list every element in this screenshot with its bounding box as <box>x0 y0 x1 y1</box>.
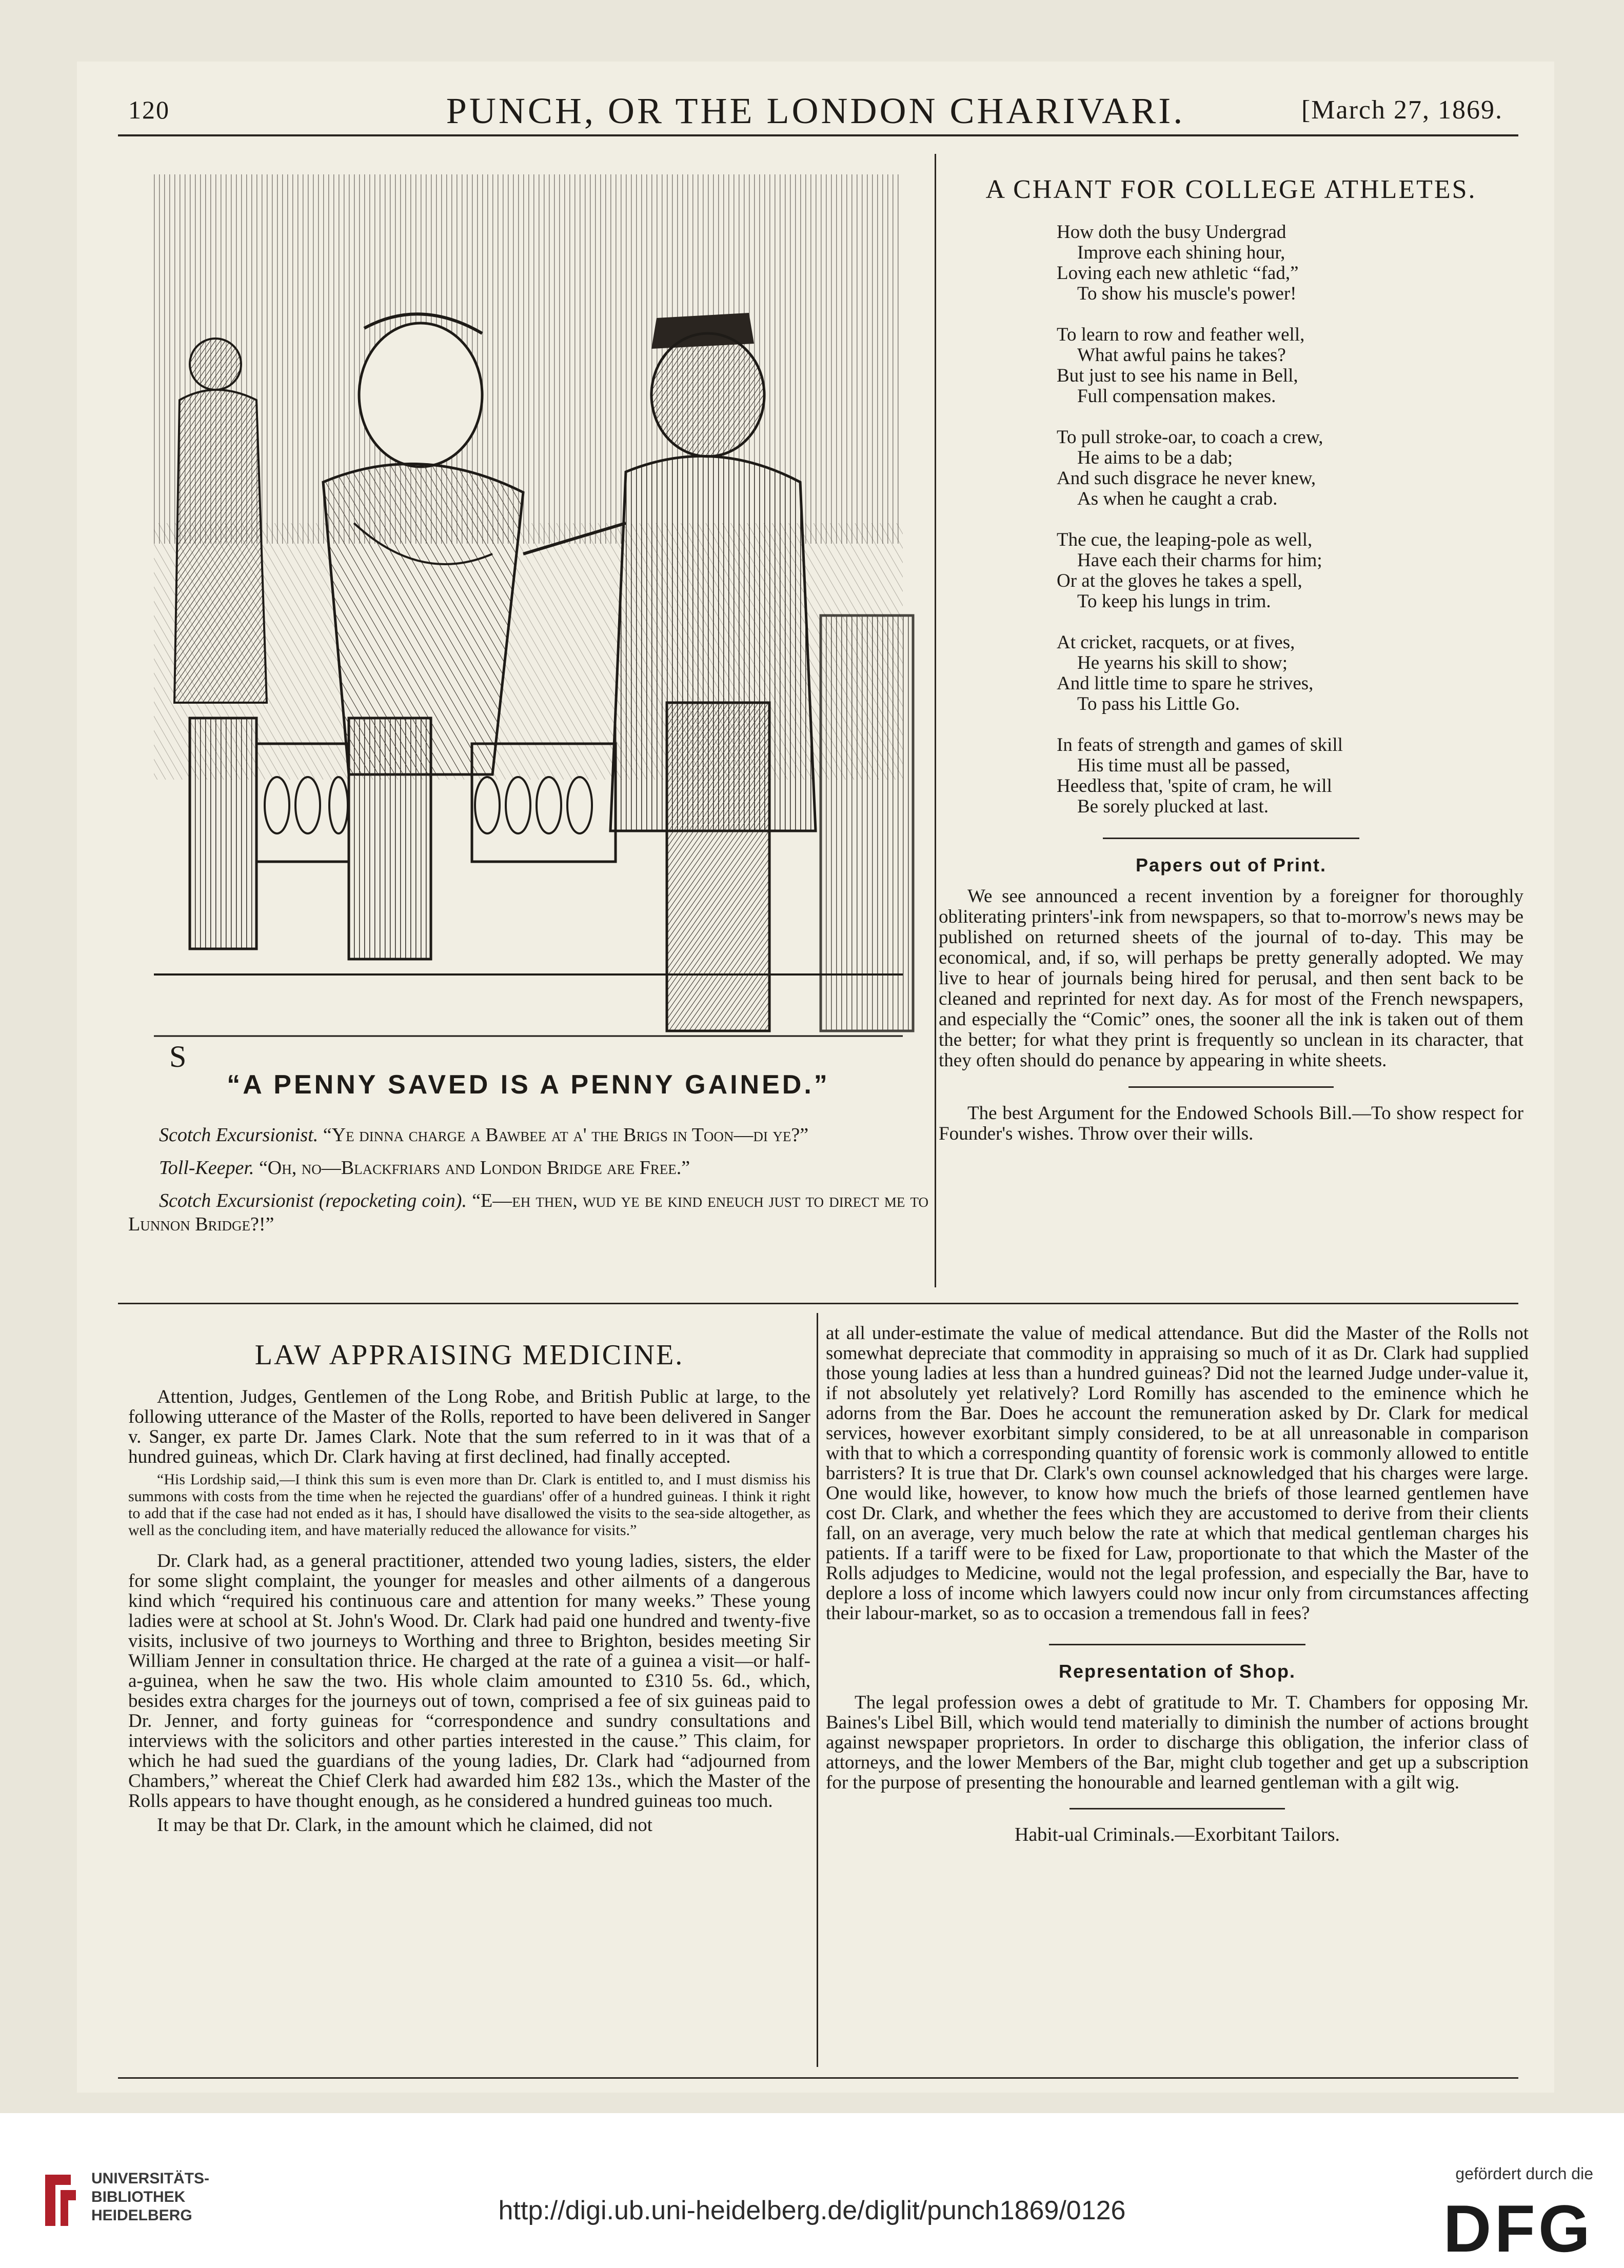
chant-stanza-4: The cue, the leaping-pole as well, Have each their charms for him; Or at the gloves he takes a spell, To keep his lungs in trim. <box>1057 529 1322 612</box>
law-quote: “His Lordship said,—I think this sum is even more than Dr. Clark is entitled to, and I must dismiss his summons with costs from the time when he rejected the guardians' offer of a hundred guineas. I think it right to add that if the case had not ended as it has, I should have disallowed the visits to the sea-side altogether, as well as the concluding item, and have materially reduced the allowance for visits.” <box>128 1471 810 1539</box>
digitization-footer <box>0 2113 1624 2268</box>
divider <box>1049 1644 1305 1645</box>
shop-text: The legal profession owes a debt of gratitude to Mr. T. Chambers for opposing Mr. Baines's Libel Bill, which would tend materially to diminish the number of actions brought against newspaper proprietors. In order to discharge this obligation, the inferior class of attorneys, and the lower Members of the Bar, might club together and get up a subscription for the purpose of presenting the honourable and learned gentleman with a gilt wig. <box>826 1692 1529 1793</box>
divider <box>1103 838 1359 839</box>
chant-stanza-2: To learn to row and feather well, What awful pains he takes? But just to see his name in Bell, Full compensation makes. <box>1057 324 1305 407</box>
dfg-logo: DFG <box>1443 2191 1593 2266</box>
divider <box>1070 1808 1285 1809</box>
issue-date: [March 27, 1869. <box>1301 95 1503 125</box>
chant-stanza-3: To pull stroke-oar, to coach a crew, He aims to be a dab; And such disgrace he never knew, As when he caught a crab. <box>1057 427 1323 509</box>
habit-text: Habit-ual Criminals.—Exorbitant Tailors. <box>1014 1824 1340 1845</box>
page-number: 120 <box>128 95 170 124</box>
law-paragraph-3: It may be that Dr. Clark, in the amount which he claimed, did not <box>157 1815 652 1836</box>
cartoon-title: “A PENNY SAVED IS A PENNY GAINED.” <box>227 1070 830 1100</box>
library-name: UNIVERSITÄTS- BIBLIOTHEK HEIDELBERG <box>91 2170 210 2224</box>
chant-stanza-6: In feats of strength and games of skill His time must all be passed, Heedless that, 'spite of cram, he will Be sorely plucked at last. <box>1057 734 1343 817</box>
law-paragraph-1: Attention, Judges, Gentlemen of the Long Robe, and British Public at large, to the following utterance of the Master of the Rolls, reported to have been delivered in Sanger v. Sanger, ex parte Dr. James Clark. Note that the sum referred to in it was that of a hundred guineas, which Dr. Clark having at first declined, had finally accepted. <box>128 1386 810 1467</box>
papers-text: We see announced a recent invention by a foreigner for thoroughly obliterating printers'-ink from newspapers, so that to-morrow's news may be published on returned sheets of the journal of to-day. This may be economical, and, if so, will perhaps be pretty generally adopted. We may live to hear of journals being hired for perusal, and then sent back to be cleaned and reprinted for next day. As for most of the French newspapers, and especially the “Comic” ones, the sooner all the ink is taken out of them the better; for what they print is frequently so unclean in its character, that they often should do penance by appearing in white sheets. <box>939 886 1523 1071</box>
funding-note: gefördert durch die <box>1455 2164 1593 2183</box>
right-column <box>939 174 1523 1144</box>
law-paragraph-4: at all under-estimate the value of medical attendance. But did the Master of the Rolls not somewhat depreciate that commodity in appraising so much of it as Dr. Clark had supplied those young ladies at less than a hundred guineas? Did not the learned Judge under-value it, if not absolutely yet relatively? Lord Romilly has ascended to the eminence which he adorns from the Bar. Does he account the remuneration asked by Dr. Clark for medical services, however exorbitant simply considered, to be at all unreasonable in comparison with that to which a corresponding quantity of forensic work is commonly allowed to entitle barristers? It is true that Dr. Clark's own counsel acknowledged that his charges were large. One would like, however, to know how much the briefs of those learned gentlemen have cost Dr. Clark, and whether the fees which they are accustomed to derive from their clients fall, on an average, very much below the rate at which that medical gentleman charges his patients. If a tariff were to be fixed for Law, proportionate to that which the Master of the Rolls adjudges to Medicine, would not the legal profession, and especially the Bar, have to deplore a loss of income which lawyers could now incur only from circumstances affecting their labour-market, so as to occasion a tremendous fall in fees? <box>826 1323 1529 1624</box>
divider <box>1128 1086 1334 1088</box>
svg-text:S: S <box>169 1040 187 1073</box>
shop-title: Representation of Shop. <box>1058 1661 1296 1682</box>
chant-stanza-5: At cricket, racquets, or at fives, He yearns his skill to show; And little time to spare he strives, To pass his Little Go. <box>1057 632 1314 714</box>
law-article <box>128 1328 810 1839</box>
law-title: LAW APPRAISING MEDICINE. <box>254 1339 684 1371</box>
masthead-title: PUNCH, OR THE LONDON CHARIVARI. <box>446 90 1185 131</box>
column-divider-bottom <box>817 1313 818 2067</box>
law-article-continued <box>826 1323 1529 1849</box>
cartoon-caption <box>128 1123 928 1245</box>
column-divider-top <box>935 154 936 1287</box>
section-rule <box>118 1303 1518 1304</box>
schools-text: The best Argument for the Endowed Schools Bill.—To show respect for Founder's wishes. Throw over their wills. <box>939 1103 1523 1144</box>
page-bottom-rule <box>118 2077 1518 2079</box>
caption-line-1: Scotch Excursionist. “Ye dinna charge a Bawbee at a' the Brigs in Toon—di ye?” <box>159 1124 809 1146</box>
page-header <box>128 90 1503 136</box>
chant-title: A CHANT FOR COLLEGE ATHLETES. <box>985 175 1477 204</box>
header-rule <box>118 134 1518 136</box>
chant-stanza-1: How doth the busy Undergrad Improve each shining hour, Loving each new athletic “fad,” To show his muscle's power! <box>1057 222 1299 304</box>
caption-line-2: Toll-Keeper. “Oh, no—Blackfriars and London Bridge are Free.” <box>159 1157 690 1179</box>
papers-title: Papers out of Print. <box>1135 854 1327 876</box>
law-paragraph-2: Dr. Clark had, as a general practitioner, attended two young ladies, sisters, the elder for some slight complaint, the younger for measles and other ailments of a dangerous kind which “required his continuous care and attention for many weeks.” These young ladies were at school at St. John's Wood. Dr. Clark had paid one hundred and twenty-five visits, inclusive of two journeys to Worthing and three to Brighton, besides meeting Sir William Jenner in consultation thrice. He charged at the rate of a guinea a visit—or half-a-guinea, when he saw the two. His whole claim amounted to £310 5s. 6d., which, besides extra charges for the journeys out of town, comprised a fee of six guineas paid to Dr. Jenner, and forty guineas for “correspondence and sundry consultations and interviews with the solicitors and other parties interested in the cause.” This claim, for which he had sued the guardians of the young ladies, Dr. Clark had “adjourned from Chambers,” whereat the Chief Clerk had awarded him £82 13s., which the Master of the Rolls appears to have thought enough, as he considered a hundred guineas too much. <box>128 1550 810 1812</box>
source-url-link[interactable]: http://digi.ub.uni-heidelberg.de/diglit/punch1869/0126 <box>498 2196 1126 2225</box>
caption-line-3: Scotch Excursionist (repocketing coin). “E—eh then, wud ye be kind eneuch just to direct me to Lunnon Bridge?!” <box>128 1190 928 1235</box>
cartoon-illustration <box>133 164 934 1087</box>
